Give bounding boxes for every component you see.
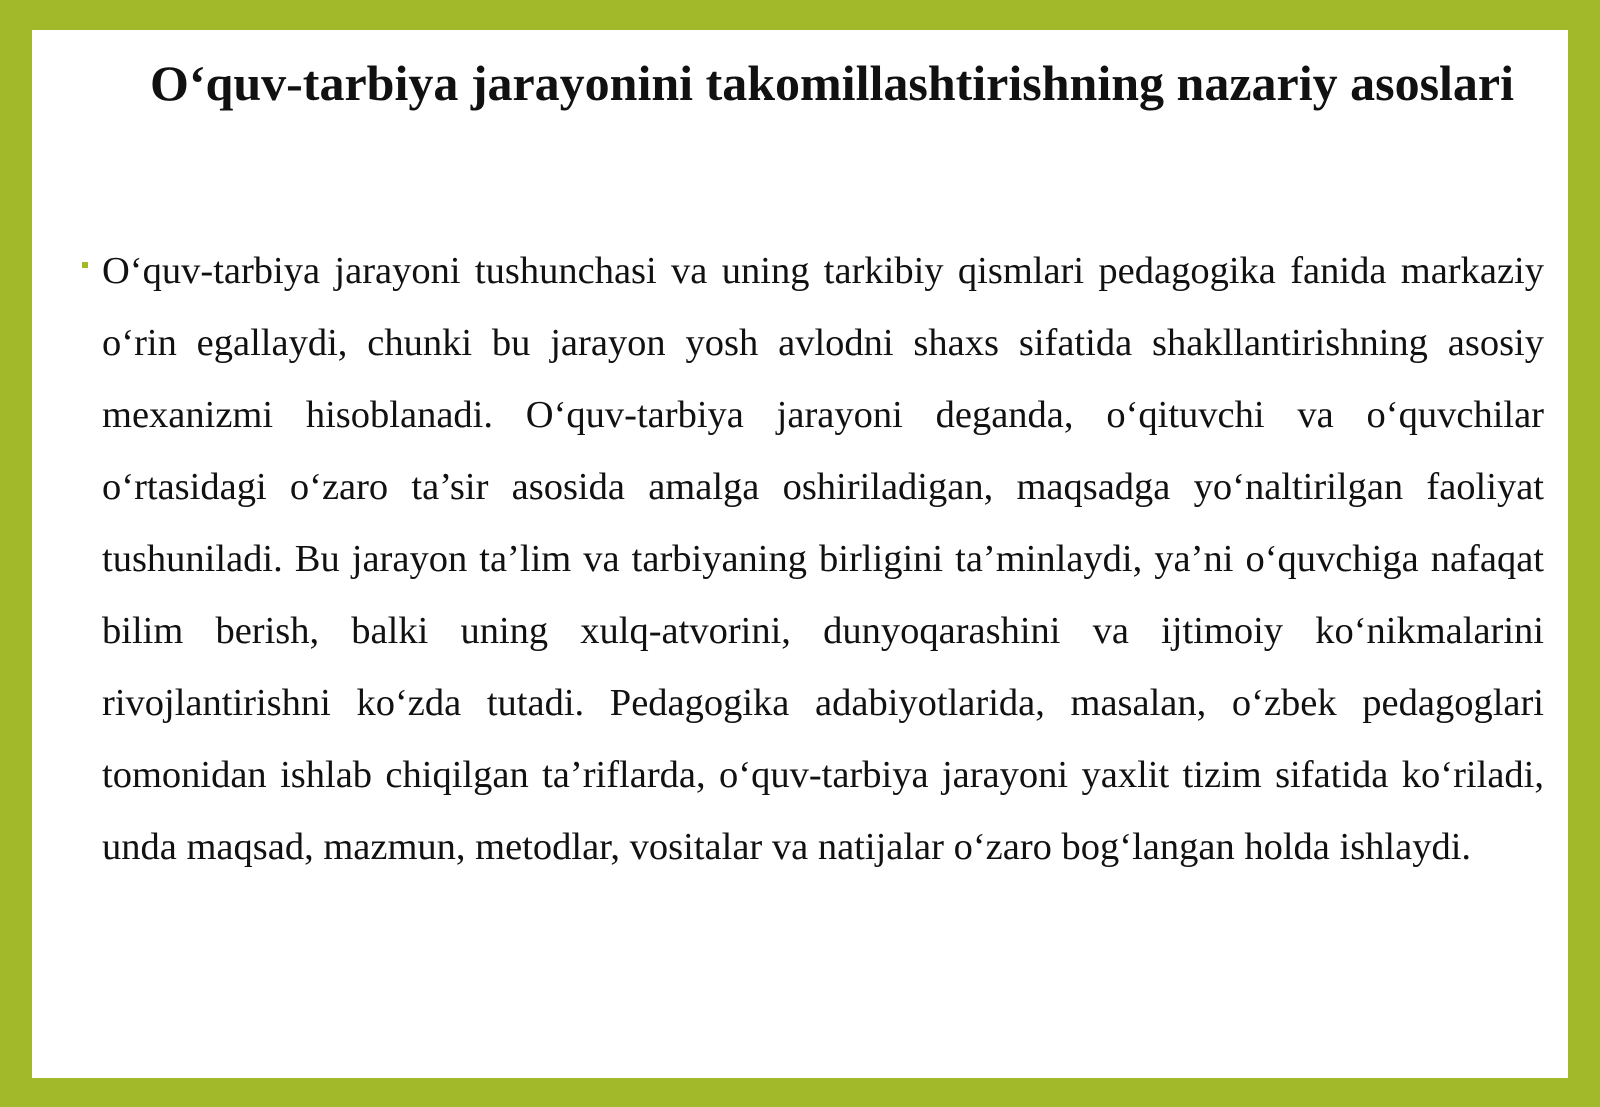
slide-title: O‘quv-tarbiya jarayonini takomillashtirishning nazariy asoslari [149, 55, 1514, 111]
body-paragraph: O‘quv-tarbiya jarayoni tushunchasi va uning tarkibiy qismlari pedagogika fanida markaziy o‘rin egallaydi, chunki bu jarayon yosh avlodni shaxs sifatida shakllantirishning asosiy mexanizmi hisoblanadi. O‘quv-tarbiya jarayoni deganda, o‘qituvchi va o‘quvchilar o‘rtasidagi o‘zaro ta’sir asosida amalga oshiriladigan, maqsadga yo‘naltirilgan faoliyat tushuniladi. Bu jarayon ta’lim va tarbiyaning birligini ta’minlaydi, ya’ni o‘quvchiga nafaqat bilim berish, balki uning xulq-atvorini, dunyoqarashini va ijtimoiy ko‘nikmalarini rivojlantirishni ko‘zda tutadi. Pedagogika adabiyotlarida, masalan, o‘zbek pedagoglari tomonidan ishlab chiqilgan ta’riflarda, o‘quv-tarbiya jarayoni yaxlit tizim sifatida ko‘riladi, unda maqsad, mazmun, metodlar, vositalar va natijalar o‘zaro bog‘langan holda ishlaydi. [102, 250, 1544, 868]
slide-content-area [32, 30, 1568, 1078]
bullet-square-icon [82, 262, 88, 268]
bullet-item [82, 235, 1556, 883]
